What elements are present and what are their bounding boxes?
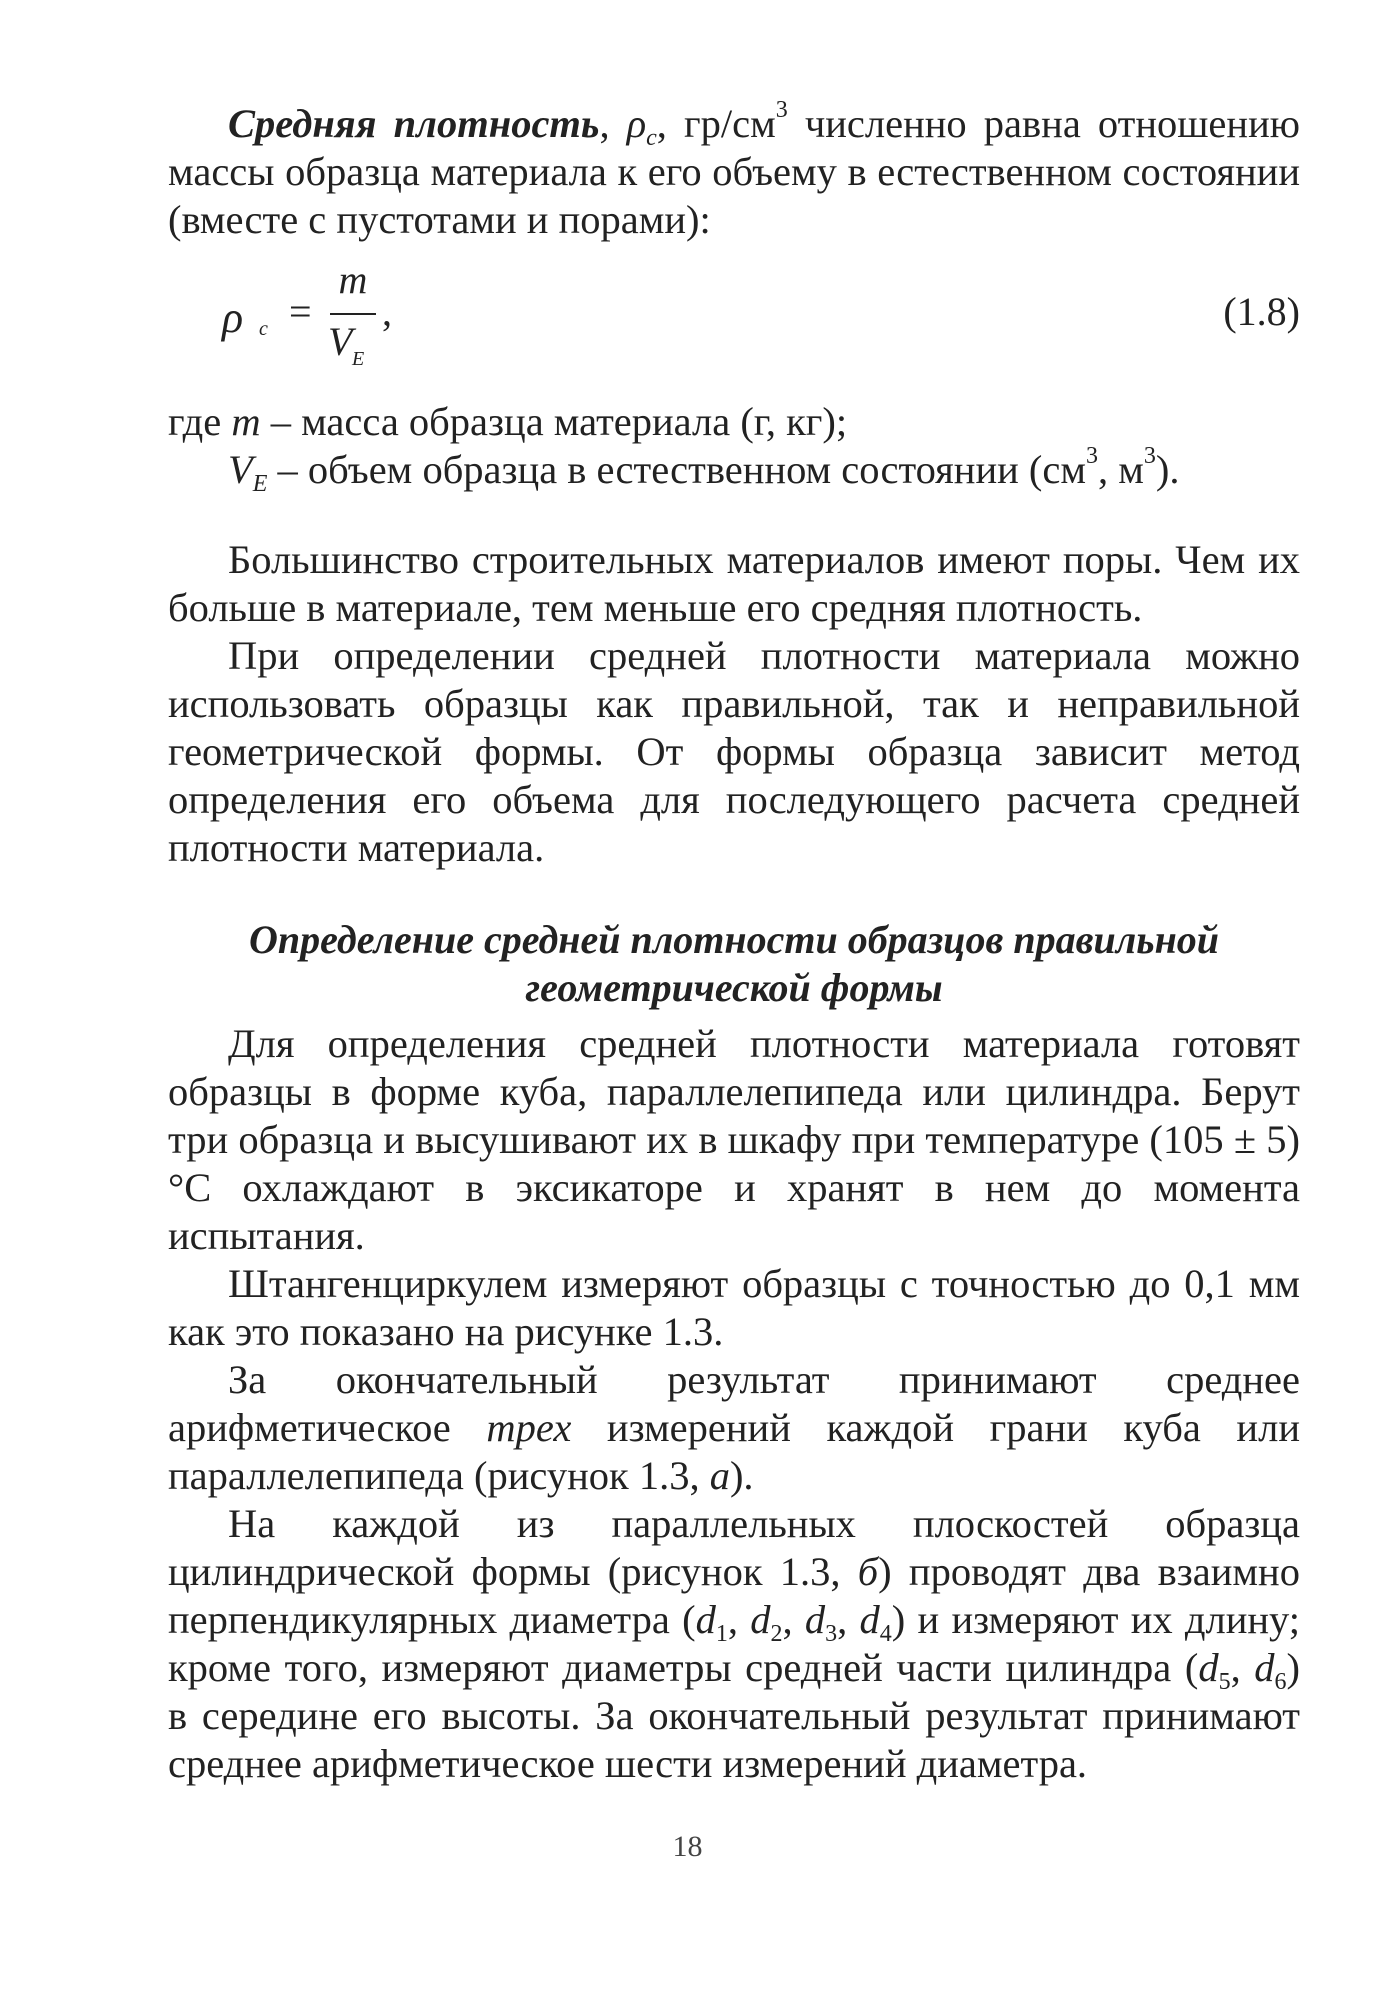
paragraph-cube-result: [168, 1356, 1300, 1500]
paragraph-cylinder-diameters: [168, 1500, 1300, 1788]
paragraph-pores: Большинство строительных материалов имеют поры. Чем их больше в материале, тем меньше его средняя плотность.: [168, 537, 1300, 630]
where-var-v: V: [228, 447, 253, 492]
where-var-v-subscript: E: [252, 471, 268, 497]
where-exp-m: 3: [1143, 443, 1156, 469]
diameter-sub-5: 5: [1218, 1669, 1231, 1695]
where-line-mass: [168, 398, 1300, 446]
symbol-rho: ρ: [626, 101, 647, 146]
where-volume-end: ).: [1155, 447, 1180, 492]
paragraph-sample-preparation: Для определения средней плотности материала готовят образцы в форме куба, параллелепипеда или цилиндра. Берут три образца и высушивают их в шкафу при температуре (105 ± 5) °С охлаждают в эксикаторе и хранят в нем до момента испытания.: [168, 1021, 1300, 1258]
formula-number: (1.8): [1223, 289, 1300, 334]
where-volume-mid: , м: [1098, 447, 1144, 492]
text-part: ).: [729, 1453, 754, 1498]
text-part: За окончательный результат принимают среднее арифметическое: [168, 1357, 1300, 1450]
text-part: ) и измеряют их длину; кроме того, измеряют диаметры средней части цилиндра (: [168, 1597, 1301, 1690]
diameter-sub-3: 3: [825, 1621, 838, 1647]
diameter-d3: d: [804, 1597, 826, 1642]
paragraph-average-density: Средняя плотность, $\rho_c$, $гр/см^3$ численно равна отношению массы образца материала к его объему в естественном состоянии (вместе с пустотами и порами):: [168, 97, 1301, 242]
diameter-sub-2: 2: [770, 1621, 783, 1647]
diameter-sub-6: 6: [1274, 1669, 1287, 1695]
page-number: 18: [672, 1830, 703, 1863]
where-volume-text: – объем образца в естественном состоянии (см: [267, 447, 1087, 492]
section-heading: [168, 916, 1300, 1012]
paragraph-sample-shape: При определении средней плотности материала можно использовать образцы как правильной, так и неправильной геометрической формы. От формы образца зависит метод определения его объема для последующего расчета средней плотности материала.: [168, 633, 1300, 870]
heading-line-2: геометрической формы: [525, 965, 943, 1010]
unit-exponent: 3: [775, 97, 788, 123]
text-part: ) проводят два взаимно перпендикулярных диаметра (: [168, 1549, 1300, 1642]
diameter-sub-4: 4: [879, 1621, 892, 1647]
unit-prefix: гр/см: [684, 101, 776, 146]
text-part: На каждой из параллельных плоскостей образца цилиндрической формы (рисунок 1.3,: [168, 1501, 1300, 1594]
term-average-density: Средняя плотность: [228, 101, 600, 146]
text-part: ) в середине его высоты. За окончательный результат принимают среднее арифметическое шести измерений диаметра.: [168, 1645, 1301, 1786]
diameter-sub-1: 1: [715, 1621, 728, 1647]
page-content: [168, 97, 1301, 1788]
where-exp-cm: 3: [1086, 443, 1099, 469]
separator: ,: [1230, 1645, 1255, 1690]
emphasis-three: трех: [486, 1405, 572, 1450]
formula-numerator: m: [338, 257, 368, 302]
formula-rho-subscript: c: [259, 318, 268, 340]
paragraph-text: численно равна отношению массы образца материала к его объему в естественном состоянии (вместе с пустотами и порами):: [168, 101, 1301, 242]
symbol-rho-subscript: c: [646, 125, 657, 151]
diameter-d4: d: [859, 1597, 880, 1642]
diameter-d5: d: [1198, 1645, 1219, 1690]
formula-comma: ,: [382, 289, 392, 334]
formula-denominator: V: [328, 319, 353, 364]
where-mass-text: – масса образца материала (г, кг);: [260, 399, 848, 444]
diameter-d6: d: [1254, 1645, 1275, 1690]
paragraph-caliper: Штангенциркулем измеряют образцы с точностью до 0,1 мм как это показано на рисунке 1.3.: [168, 1261, 1300, 1354]
text-part: измерений каждой грани куба или параллелепипеда (рисунок 1.3,: [168, 1405, 1300, 1498]
where-prefix: где: [168, 399, 232, 444]
where-var-m: m: [231, 399, 261, 444]
separator: ,: [727, 1597, 751, 1642]
separator: ,: [782, 1597, 805, 1642]
formula-rho: ρ: [222, 293, 244, 342]
formula-equals: =: [289, 289, 312, 334]
heading-line-1: Определение средней плотности образцов правильной: [248, 917, 1220, 962]
formula-1-8: [168, 256, 1300, 376]
formula-denominator-subscript: E: [352, 348, 365, 370]
figure-ref-a: а: [709, 1453, 730, 1498]
separator: ,: [837, 1597, 860, 1642]
figure-ref-b: б: [857, 1549, 879, 1594]
formula-fraction-bar: [330, 313, 376, 315]
where-line-volume: [168, 443, 1300, 497]
diameter-d2: d: [750, 1597, 771, 1642]
diameter-d1: d: [695, 1597, 716, 1642]
